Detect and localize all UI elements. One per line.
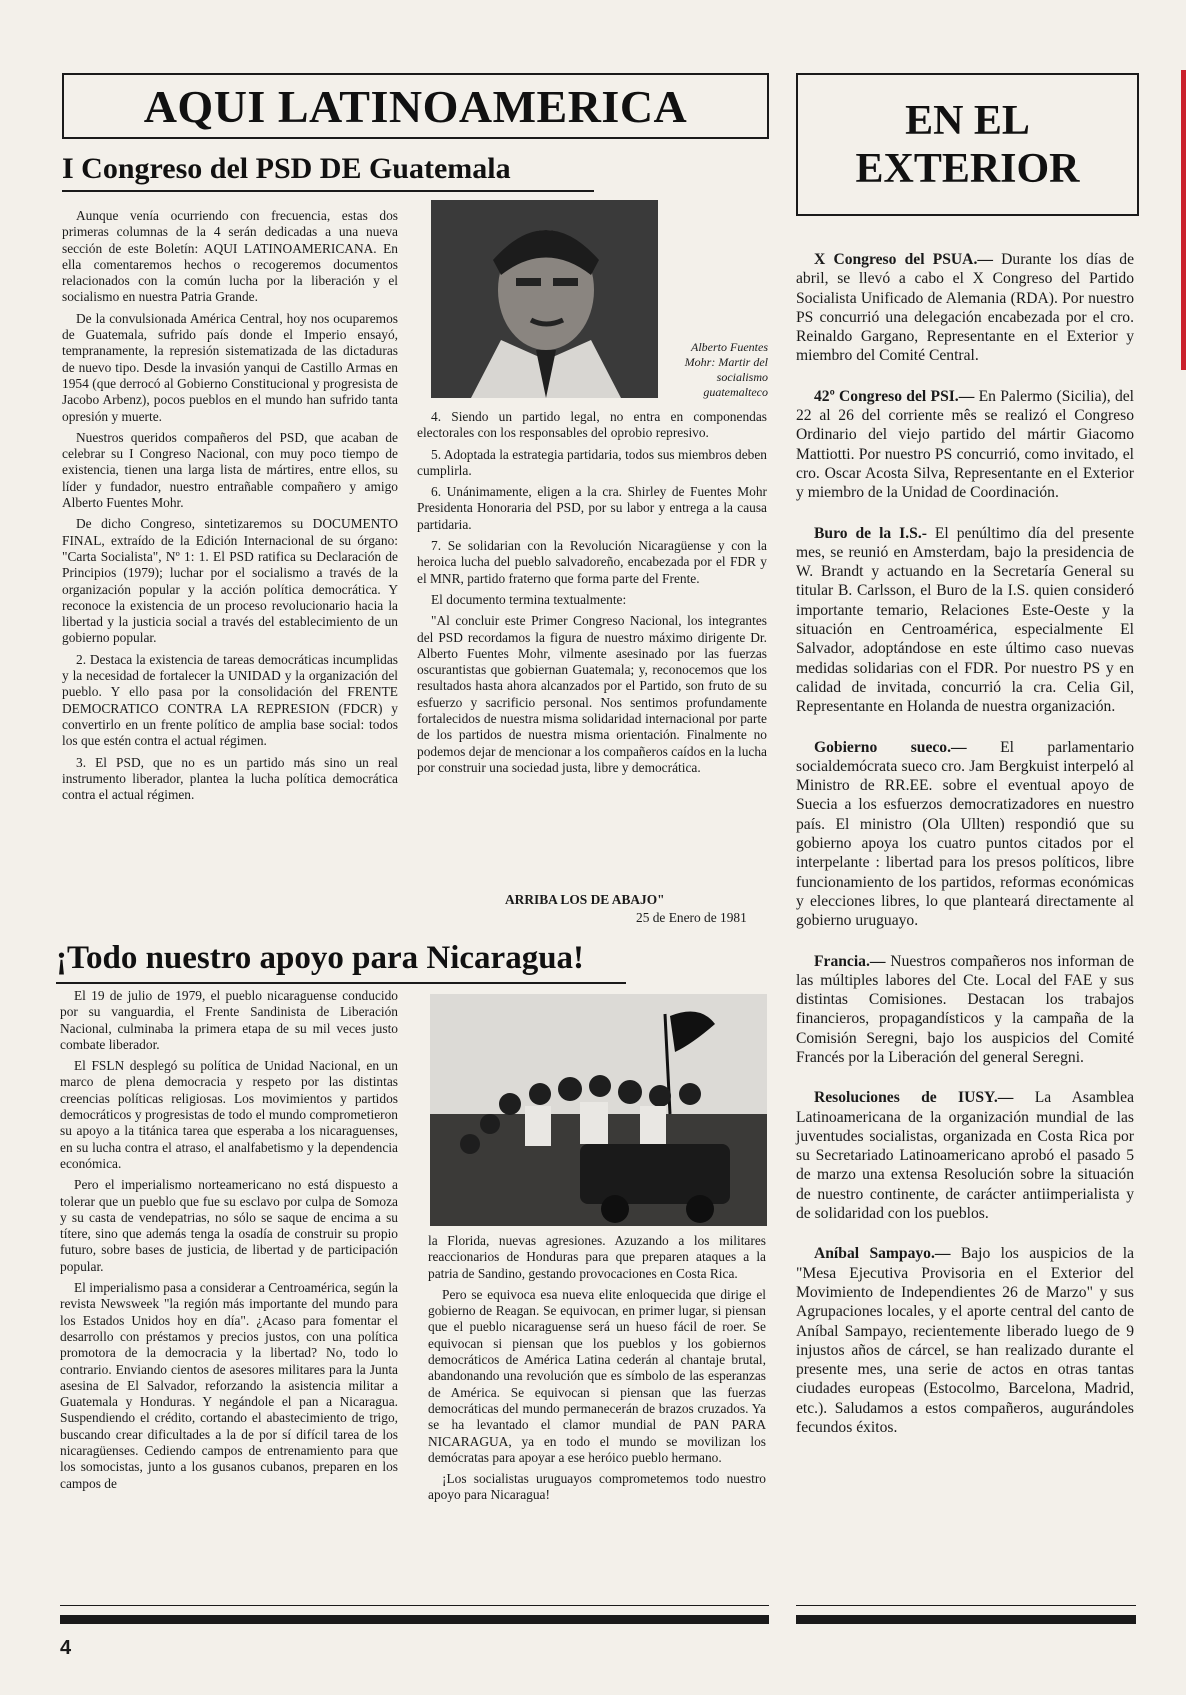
- exterior-item: [796, 387, 1134, 503]
- crowd-illustration: [430, 994, 767, 1226]
- paragraph: 4. Siendo un partido legal, no entra en componendas electorales con los responsables del oprobio represivo.: [417, 409, 767, 441]
- photo-caption: Alberto Fuentes Mohr: Martir del socialismo guatemalteco: [684, 340, 768, 399]
- item-text: El penúltimo día del presente mes, se reunió en Amsterdam, bajo la presidencia de W. Brandt y actuando en la Secretaría General su titular B. Carlsson, el Buro de la I.S. quien consideró importante temario, Relaciones Este-Oeste y la situación en Centroamérica, especialmente El Salvador, adoptándose en este último caso nuevas medidas solidarias con el FDR. Por nuestro PS y en calidad de invitada, concurrió la cra. Celia Gil, Representante en Holanda de nuestra organización.: [796, 524, 1134, 716]
- paragraph: El imperialismo pasa a considerar a Centroamérica, según la revista Newsweek "la región más importante del mundo para los Estados Unidos hoy en día". ¿Acaso para fomentar el desarrollo con préstamos y precios justos, con una política promotora de la democracia y la libertad? No, todo lo contrario. Enviando cientos de asesores militares para la Junta asesina de El Salvador, reforzando la asistencia militar a Guatemala y Honduras. Y negándole el pan a Nicaragua. Suspendiendo el crédito, cortando el abastecimiento de trigo, buscando crear dificultades a la de por sí difícil tarea de los nicaragüenses. Cediendo campos de entrenamiento para que los somocistas, junto a los gusanos cubanos, preparen en los campos de: [60, 1280, 398, 1491]
- item-lead: X Congreso del PSUA.—: [814, 251, 993, 268]
- exterior-item: [796, 1088, 1134, 1223]
- item-text: Bajo los auspicios de la "Mesa Ejecutiva Provisoria en el Exterior del Movimiento de Independientes 26 de Marzo" y sus Agrupaciones locales, y el aporte central del canto de Aníbal Sampayo, recientemente liberado luego de 9 injustos años de cárcel, se han realizado durante el presente mes, una serie de actos en otras tantas ciudades europeas (Estocolmo, Barcelona, Madrid, etc.). Saludamos a estos compañeros, augurándoles fecundos éxitos.: [796, 1245, 1134, 1437]
- item-lead: Francia.—: [814, 952, 886, 970]
- item-text: Durante los días de abril, se llevó a cabo el X Congreso del Partido Socialista Unificado de Alemania (RDA). Por nuestro PS concurrió una delegación encabezada por el cro. Reinaldo Gargano, Representante en el Exterior y miembro del Comité Central.: [796, 251, 1134, 365]
- nicaragua-column-2: [428, 1233, 766, 1509]
- psd-column-2: [417, 409, 767, 781]
- page-number: 4: [60, 1637, 72, 1659]
- red-page-edge: [1181, 70, 1186, 370]
- closing-slogan: ARRIBA LOS DE ABAJO": [505, 892, 665, 907]
- exterior-column: [796, 250, 1134, 1458]
- footer-rule-thin-left: [60, 1605, 769, 1606]
- exterior-item: [796, 738, 1134, 931]
- paragraph: Nuestros queridos compañeros del PSD, que acaban de celebrar su I Congreso Nacional, con muy poco tiempo de existencia, tienen una larga lista de mártires, entre ellos, su líder y fundador, nuestro entrañable compañero y amigo Alberto Fuentes Mohr.: [62, 429, 398, 511]
- nicaragua-headline: ¡Todo nuestro apoyo para Nicaragua!: [56, 938, 626, 984]
- paragraph: ¡Los socialistas uruguayos comprometemos todo nuestro apoyo para Nicaragua!: [428, 1471, 766, 1503]
- paragraph: 2. Destaca la existencia de tareas democráticas incumplidas y la necesidad de fortalecer la UNIDAD y la organización del pueblo. Y ello pasa por la consolidación del FRENTE DEMOCRATICO CONTRA LA REPRESION (FDCR) y convertirlo en un frente político de amplia base social: todos los que estén contra el actual régimen.: [62, 651, 398, 749]
- paragraph: El documento termina textualmente:: [431, 591, 627, 607]
- footer-rule-right: [796, 1615, 1136, 1624]
- crowd-photo: [430, 994, 767, 1226]
- item-lead: 42º Congreso del PSI.—: [814, 387, 975, 405]
- nicaragua-column-1: [60, 988, 398, 1497]
- paragraph: Pero se equivoca esa nueva elite enloquecida que dirige el gobierno de Reagan. Se equivocan, en primer lugar, si piensan que el pueblo nicaraguense será un hueso fácil de roer. Se equivocan si piensan que los pueblos y los gobiernos democráticos de América Latina cederán al chantaje brutal, abandonando una revolución que es símbolo de las esperanzas de América. Se equivocan si piensan que las fuerzas democráticas del mundo permanecerán de brazos cruzados. Ya se ha levantado el clamor mundial de PAN PARA NICARAGUA, ya en todo el mundo se movilizan los demócratas para apoyar a ese heróico pueblo hermano.: [428, 1286, 766, 1465]
- exterior-title-line2: EXTERIOR: [855, 145, 1080, 192]
- item-text: En Palermo (Sicilia), del 22 al 26 del corriente mês se realizó el Congreso Ordinario del viejo partido del mártir Giacomo Mattiotti. Por nuestro PS concurrió, como invitado, el cro. Oscar Acosta Silva, Representante en el Exterior y miembro de la Unidad de Coordinación.: [796, 387, 1135, 502]
- paragraph: El 19 de julio de 1979, el pueblo nicaraguense conducido por su vanguardia, el Frente Sandinista de Liberación Nacional, culminaba la primera etapa de su mil veces justo combate liberador.: [60, 988, 398, 1052]
- exterior-item: [796, 250, 1134, 366]
- paragraph: De dicho Congreso, sintetizaremos su DOCUMENTO FINAL, extraído de la Edición Internacional de su órgano: "Carta Socialista", Nº 1: 1. El PSD ratifica su Declaración de Principios (1979); luchar por el socialismo a través de la organización popular y la acción política democrática. Y reconoce la existencia de un proceso revolucionario hacia la libertad y la justicia social a través del establecimiento de un gobierno popular.: [62, 516, 398, 646]
- paragraph: 5. Adoptada la estrategia partidaria, todos sus miembros deben cumplirla.: [417, 446, 767, 478]
- exterior-item: [796, 524, 1134, 717]
- section-title: AQUI LATINOAMERICA: [143, 80, 688, 132]
- exterior-title-box: [796, 73, 1139, 216]
- paragraph: 3. El PSD, que no es un partido más sino un real instrumento liberador, plantea la lucha política democrática contra el actual régimen.: [62, 754, 398, 803]
- item-text: El parlamentario socialdemócrata sueco cro. Jam Bergkuist interpeló al Ministro de RR.EE. sobre el eventual apoyo de Suecia a los esfuerzos democratizadores en nuestro país. El ministro (Ola Ullten) respondió que su gobierno apoya los cuatro puntos citados por el interpelante : libertad para los presos políticos, libre funcionamiento de los partidos, reformas económicas y elecciones libres, lo que planteará directamente al gobierno uruguayo.: [796, 738, 1134, 930]
- item-text: La Asamblea Latinoamericana de la organización mundial de las juventudes socialistas, organizada en Costa Rica por su Secretariado Latinoamericano aprobó el pasado 5 de marzo una extensa Resolución sobre la situación de nuestro continente, de carácter antiimperialista y de solidaridad con los pueblos.: [796, 1089, 1134, 1223]
- paragraph: 7. Se solidarian con la Revolución Nicaragüense y con la heroica lucha del pueblo salvadoreño, encabezada por el FDR y el MNR, partido fraterno que forma parte del Frente.: [417, 538, 767, 586]
- portrait-illustration: [431, 200, 658, 398]
- item-lead: Gobierno sueco.—: [814, 738, 967, 756]
- item-lead: Resoluciones de IUSY.—: [814, 1089, 1014, 1107]
- paragraph: De la convulsionada América Central, hoy nos ocuparemos de Guatemala, sufrido país donde el Imperio ensayó, tempranamente, la represión sistematizada de las dictaduras de nuevo tipo. Desde la invasión yanqui de Castillo Armas en 1954 (que derrocó al Gobierno Constitucional y progresista de Jacobo Arbenz), pocos pueblos en el mundo han sufrido tanta opresión y muerte.: [62, 310, 398, 424]
- item-text: Nuestros compañeros nos informan de las múltiples labores del Cte. Local del FAE y sus distintas Comisiones. Destacan los trabajos financieros, propagandísticos y la campaña de la Comisión Seregni, bajo los auspicios del Comité Francés por la Liberación del general Seregni.: [796, 952, 1134, 1066]
- footer-rule-thin-right: [796, 1605, 1136, 1606]
- exterior-title-line1: EN EL: [905, 97, 1030, 144]
- paragraph: "Al concluir este Primer Congreso Nacional, los integrantes del PSD recordamos la figura de nuestro máximo dirigente Dr. Alberto Fuentes Mohr, vilmente asesinado por las fuerzas oscurantistas que gobiernan Guatemala; y, reconocemos que los resultados hasta ahora alcanzados por el Partido, son fruto de su esfuerzo y sacrificio personal. Nos sentimos profundamente fortalecidos de nuestra misma solidaridad internacional por parte de los partidos de nuestra misma orientación. Finalmente no podemos dejar de mencionar a los compañeros caídos en la lucha por construir una sociedad justa, libre y democrática.: [417, 613, 767, 775]
- footer-rule-left: [60, 1615, 769, 1624]
- item-lead: Buro de la I.S.-: [814, 524, 927, 542]
- section-title-box: [62, 73, 769, 139]
- psd-headline: I Congreso del PSD DE Guatemala: [62, 151, 594, 192]
- psd-column-1: [62, 208, 398, 808]
- exterior-item: [796, 1244, 1134, 1437]
- paragraph: El FSLN desplegó su política de Unidad Nacional, en un marco de plena democracia y respeto por las distintas creencias políticas religiosas. Los movimientos y partidos democráticos y progresistas de todo el mundo comprometieron su apoyo a la titánica tarea que esperaba a los nicaraguenses, en su lucha contra el atraso, el analfabetismo y la dependencia económica.: [60, 1058, 398, 1171]
- paragraph: la Florida, nuevas agresiones. Azuzando a los militares reaccionarios de Honduras para que preparen ataques a la patria de Sandino, gestando provocaciones en Costa Rica.: [428, 1233, 766, 1281]
- closing-date: 25 de Enero de 1981: [636, 910, 747, 925]
- paragraph: Pero el imperialismo norteamericano no está dispuesto a tolerar que un pueblo que fue su esclavo por culpa de Somoza y su casta de vendepatrias, no sólo se saque de encima a su títere, sino que además tenga la osadía de construir su propio futuro, sobre bases de justicia, de libertad y de participación popular.: [60, 1177, 398, 1274]
- paragraph: Aunque venía ocurriendo con frecuencia, estas dos primeras columnas de la 4 serán dedicadas a una nueva sección de este Boletín: AQUI LATINOAMERICANA. En ella comentaremos hechos o recogeremos documentos relacionados con la común lucha por la liberación y el socialismo en nuestra Patria Grande.: [62, 208, 398, 305]
- paragraph: 6. Unánimamente, eligen a la cra. Shirley de Fuentes Mohr Presidenta Honoraria del PSD, por su labor y entrega a la causa partidaria.: [417, 484, 767, 532]
- exterior-item: [796, 952, 1134, 1068]
- portrait-photo: [431, 200, 658, 398]
- item-lead: Aníbal Sampayo.—: [814, 1245, 951, 1263]
